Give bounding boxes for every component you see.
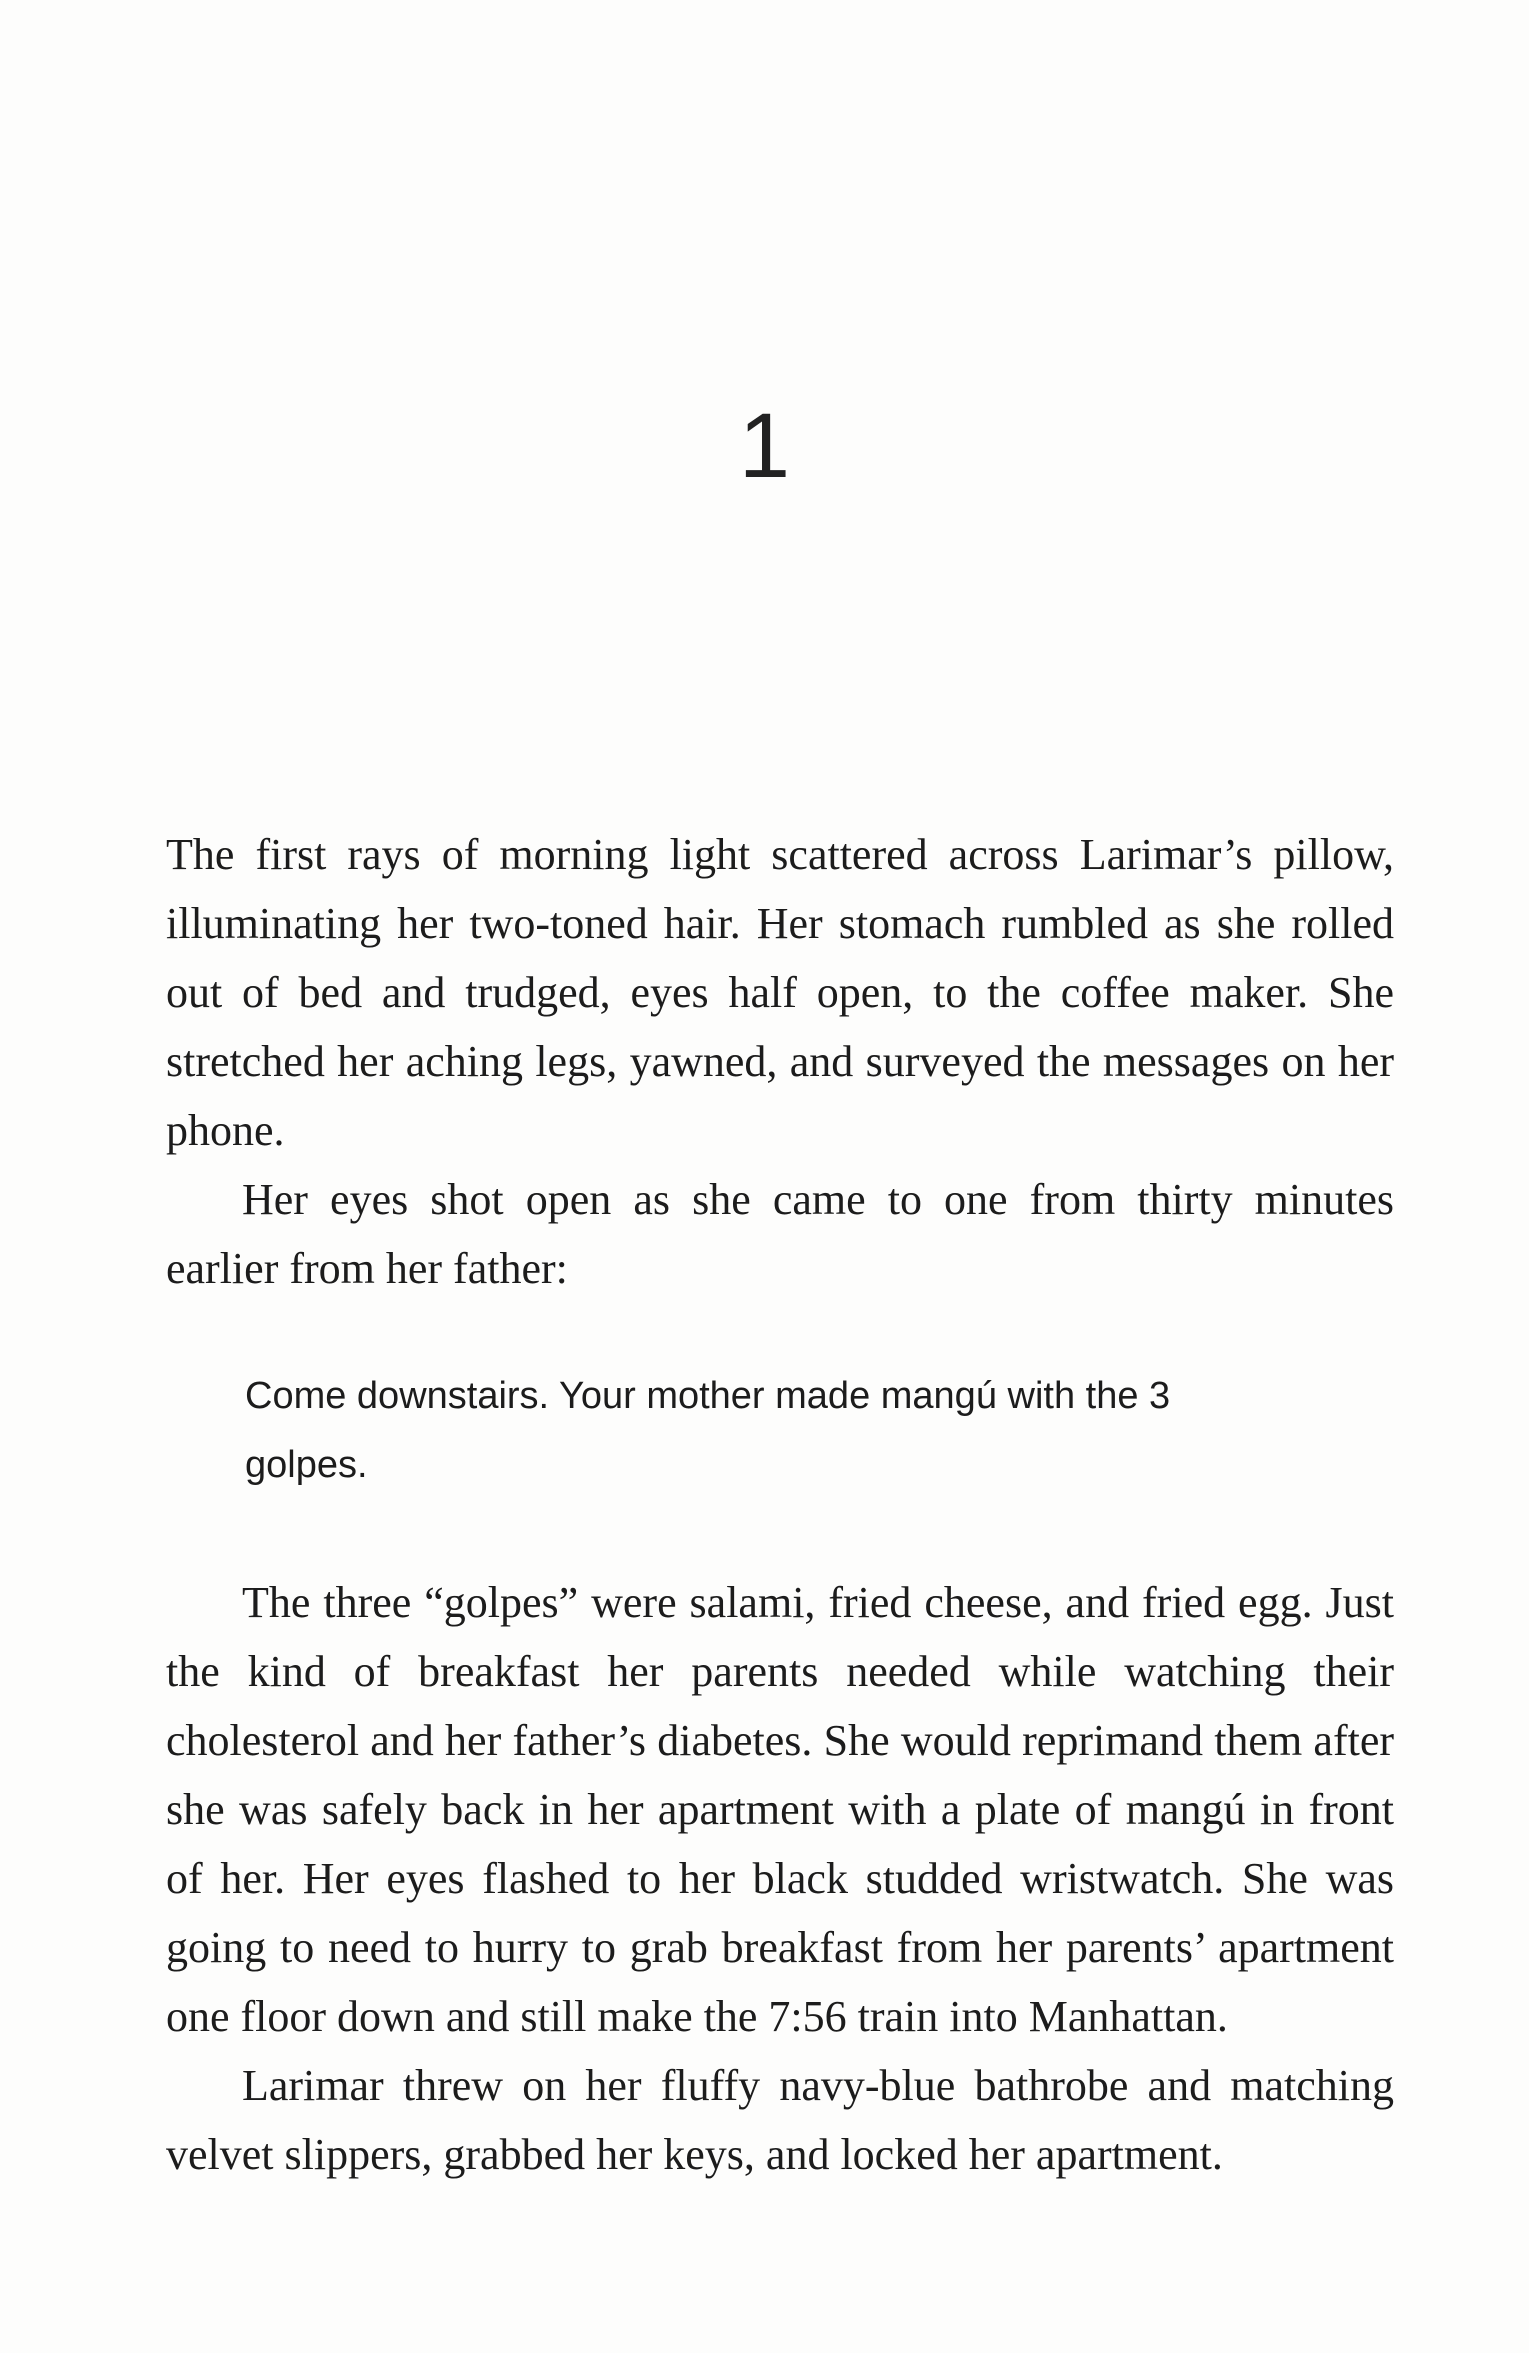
paragraph-bathrobe: Larimar threw on her fluffy navy-blue bathrobe and matching velvet slippers, grabbed her keys, and locked her apartment. [166,2061,1394,2179]
paragraph-eyes-shot-open: Her eyes shot open as she came to one from thirty minutes earlier from her father: [166,1175,1394,1293]
chapter-number: 1 [738,395,791,497]
paragraph-golpes: The three “golpes” were salami, fried cheese, and fried egg. Just the kind of breakfast her parents needed while watching their cholesterol and her father’s diabetes. She would reprimand them after she was safely back in her apartment with a plate of mangú in front of her. Her eyes flashed to her black studded wristwatch. She was going to need to hurry to grab breakfast from her parents’ apartment one floor down and still make the 7:56 train into Manhattan. [166,1578,1394,2041]
body-text-top [166,820,1394,1303]
body-text-bottom [166,1568,1394,2189]
text-message-quote: Come downstairs. Your mother made mangú with the 3 golpes. [245,1375,1171,1486]
paragraph-opening: The first rays of morning light scattered across Larimar’s pillow, illuminating her two-toned hair. Her stomach rumbled as she rolled out of bed and trudged, eyes half open, to the coffee maker. She stretched her aching legs, yawned, and surveyed the messages on her phone. [166,830,1394,1155]
